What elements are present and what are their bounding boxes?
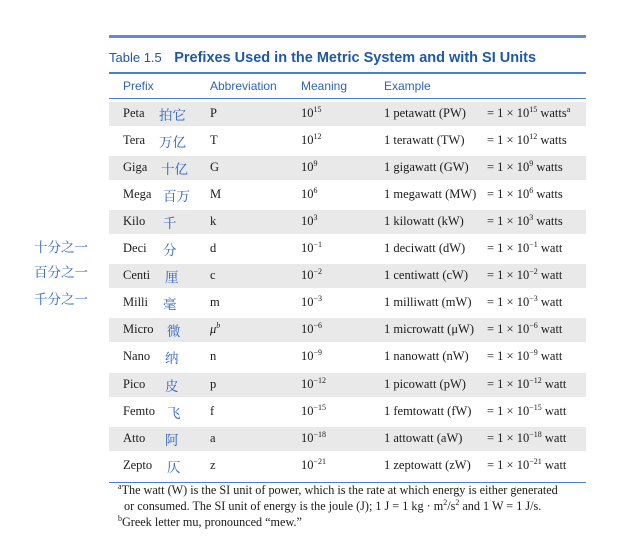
equivalence-unit: watt — [540, 349, 563, 364]
header-prefix: Prefix — [123, 78, 154, 93]
abbreviation-cell — [210, 106, 217, 121]
meaning-base: 10 — [301, 159, 314, 174]
footnote-a-text2-post: and 1 W = 1 J/s. — [459, 499, 542, 513]
example-cell: 1 deciwatt (dW) — [384, 241, 466, 255]
abbreviation-cell — [210, 133, 218, 148]
example-cell: 1 terawatt (TW) — [384, 132, 465, 147]
equivalence-cell — [487, 187, 563, 202]
meaning-cell — [301, 431, 326, 446]
equivalence-exponent: −18 — [529, 429, 542, 439]
table-row — [109, 237, 586, 261]
meaning-exponent: 9 — [313, 158, 318, 168]
footnote-a-line2 — [118, 498, 588, 514]
abbreviation-note: b — [216, 321, 221, 331]
equivalence-unit: watt — [544, 403, 567, 418]
example-cell: 1 milliwatt (mW) — [384, 295, 472, 310]
meaning-exponent: −3 — [313, 294, 323, 304]
meaning-exponent: −2 — [313, 266, 323, 276]
prefix-chinese: 百万 — [163, 188, 190, 204]
equivalence-unit: watt — [544, 430, 567, 445]
meaning-base: 10 — [301, 132, 314, 147]
abbreviation-symbol: z — [210, 457, 216, 472]
equivalence-exponent: 6 — [529, 185, 534, 195]
meaning-base: 10 — [301, 403, 314, 418]
abbreviation-cell — [210, 458, 216, 473]
abbreviation-cell — [210, 431, 216, 446]
equivalence-unit: watts — [536, 159, 563, 174]
abbreviation-cell — [210, 377, 216, 392]
prefix-chinese: 厘 — [165, 270, 179, 286]
footnote-a-text1: The watt (W) is the SI unit of power, which is the rate at which energy is either generated — [121, 483, 558, 497]
meaning-base: 10 — [301, 241, 314, 255]
example-cell: 1 kilowatt (kW) — [384, 213, 464, 228]
abbreviation-symbol: P — [210, 105, 217, 120]
meaning-exponent: 15 — [313, 104, 322, 114]
equivalence-prefix: = 1 × 10 — [487, 403, 530, 418]
equivalence-cell — [487, 241, 562, 256]
meaning-cell — [301, 106, 322, 121]
abbreviation-cell — [210, 322, 220, 337]
table-caption — [109, 38, 586, 72]
meaning-base: 10 — [301, 430, 314, 445]
equivalence-prefix: = 1 × 10 — [487, 241, 530, 255]
table-row — [109, 102, 586, 126]
table-row — [109, 318, 586, 342]
equivalence-prefix: = 1 × 10 — [487, 268, 530, 283]
meaning-cell — [301, 187, 318, 202]
abbreviation-cell — [210, 160, 219, 175]
equivalence-exponent: −3 — [529, 294, 538, 304]
table-row — [109, 156, 586, 180]
prefix-name: Mega — [123, 186, 152, 201]
equivalence-prefix: = 1 × 10 — [487, 105, 530, 120]
abbreviation-symbol: G — [210, 159, 220, 174]
abbreviation-symbol: c — [210, 268, 216, 283]
equivalence-cell — [487, 377, 566, 392]
equivalence-unit: watt — [540, 268, 563, 283]
abbreviation-symbol: p — [210, 376, 217, 391]
prefix-chinese: 分 — [163, 243, 177, 258]
equivalence-exponent: 12 — [529, 131, 538, 141]
prefix-chinese: 十亿 — [161, 161, 188, 177]
abbreviation-cell — [210, 241, 216, 256]
example-cell: 1 gigawatt (GW) — [384, 159, 469, 174]
abbreviation-cell — [210, 214, 216, 229]
prefix-name: Centi — [123, 268, 151, 283]
example-cell: 1 attowatt (aW) — [384, 430, 463, 445]
meaning-base: 10 — [301, 186, 314, 201]
prefix-chinese: 皮 — [165, 378, 179, 394]
equivalence-prefix: = 1 × 10 — [487, 349, 530, 364]
example-cell: 1 microwatt (μW) — [384, 322, 475, 337]
header-abbreviation: Abbreviation — [210, 78, 277, 93]
header-bottom-rule — [109, 98, 586, 99]
equivalence-exponent: −2 — [529, 266, 538, 276]
abbreviation-symbol: a — [210, 430, 216, 445]
equivalence-exponent: 3 — [529, 212, 534, 222]
footnote-a-mark: a — [118, 481, 122, 491]
meaning-exponent: −12 — [313, 375, 327, 385]
equivalence-cell — [487, 133, 567, 148]
side-note-centi: 百分之一 — [34, 265, 88, 281]
meaning-base: 10 — [301, 457, 314, 472]
equivalence-unit: watt — [544, 457, 567, 472]
meaning-cell — [301, 404, 326, 419]
table-row — [109, 427, 586, 451]
header-meaning: Meaning — [301, 78, 348, 93]
equivalence-prefix: = 1 × 10 — [487, 322, 530, 337]
footnote-a-line1 — [118, 482, 588, 498]
footnote-b-mark: b — [118, 513, 122, 523]
prefix-name: Giga — [123, 159, 148, 174]
equivalence-exponent: −21 — [529, 456, 542, 466]
equivalence-cell — [487, 349, 562, 364]
equivalence-prefix: = 1 × 10 — [487, 457, 530, 472]
equivalence-exponent: −12 — [529, 375, 542, 385]
equivalence-note: a — [566, 104, 571, 114]
meaning-cell — [301, 295, 322, 310]
prefix-name: Peta — [123, 105, 145, 120]
table-row — [109, 373, 586, 397]
meaning-cell — [301, 268, 322, 283]
equivalence-prefix: = 1 × 10 — [487, 376, 530, 391]
equivalence-prefix: = 1 × 10 — [487, 186, 530, 201]
prefix-name: Micro — [123, 322, 154, 337]
equivalence-unit: watts — [536, 186, 563, 201]
equivalence-cell — [487, 106, 570, 121]
prefix-chinese: 仄 — [167, 459, 181, 475]
equivalence-cell — [487, 214, 563, 229]
table-row — [109, 400, 586, 424]
table-title: Prefixes Used in the Metric System and with SI Units — [174, 50, 537, 66]
footnote-a-sup1: 2 — [443, 497, 448, 507]
prefix-chinese: 千 — [163, 215, 177, 231]
prefix-name: Zepto — [123, 457, 153, 472]
meaning-exponent: −6 — [313, 321, 323, 331]
equivalence-prefix: = 1 × 10 — [487, 430, 530, 445]
equivalence-exponent: 15 — [529, 104, 538, 114]
equivalence-prefix: = 1 × 10 — [487, 213, 530, 228]
prefix-name: Tera — [123, 132, 146, 147]
prefix-name: Deci — [123, 241, 147, 255]
meaning-base: 10 — [301, 213, 314, 228]
footnote-b-text: Greek letter mu, pronounced “mew.” — [122, 515, 302, 529]
example-cell: 1 petawatt (PW) — [384, 105, 466, 120]
table-row — [109, 291, 586, 315]
meaning-exponent: −1 — [313, 239, 323, 249]
meaning-exponent: 6 — [313, 185, 318, 195]
footnote-b — [118, 514, 588, 530]
prefix-chinese: 纳 — [165, 351, 179, 367]
meaning-cell — [301, 349, 322, 364]
abbreviation-symbol: d — [210, 241, 217, 255]
prefix-name: Pico — [123, 376, 146, 391]
meaning-base: 10 — [301, 322, 314, 337]
example-cell: 1 picowatt (pW) — [384, 376, 466, 391]
abbreviation-symbol: μ — [210, 322, 217, 337]
prefix-name: Milli — [123, 295, 149, 310]
meaning-exponent: −9 — [313, 348, 323, 358]
table-row — [109, 183, 586, 207]
equivalence-exponent: −15 — [529, 402, 542, 412]
table-row — [109, 264, 586, 288]
meaning-cell — [301, 241, 322, 256]
footnotes — [118, 482, 588, 530]
equivalence-exponent: −6 — [529, 321, 538, 331]
footnote-a-text2-mid: /s — [447, 499, 456, 513]
abbreviation-cell — [210, 295, 220, 310]
abbreviation-cell — [210, 404, 214, 419]
example-cell: 1 centiwatt (cW) — [384, 268, 468, 283]
meaning-base: 10 — [301, 376, 314, 391]
equivalence-cell — [487, 322, 562, 337]
footnote-a-sup2: 2 — [455, 497, 460, 507]
abbreviation-cell — [210, 268, 216, 283]
meaning-base: 10 — [301, 105, 314, 120]
example-cell: 1 megawatt (MW) — [384, 186, 477, 201]
prefix-chinese: 微 — [167, 324, 181, 340]
meaning-cell — [301, 133, 322, 148]
abbreviation-symbol: m — [210, 295, 220, 310]
equivalence-exponent: −1 — [529, 239, 538, 249]
abbreviation-symbol: n — [210, 349, 217, 364]
meaning-exponent: 12 — [313, 131, 322, 141]
equivalence-unit: watt — [540, 241, 563, 255]
prefix-chinese: 毫 — [163, 297, 177, 313]
meaning-base: 10 — [301, 349, 314, 364]
prefix-name: Nano — [123, 349, 151, 364]
equivalence-prefix: = 1 × 10 — [487, 132, 530, 147]
table-row — [109, 129, 586, 153]
equivalence-exponent: −9 — [529, 348, 538, 358]
meaning-exponent: −21 — [313, 456, 327, 466]
equivalence-unit: watts — [536, 213, 563, 228]
equivalence-unit: watts — [540, 132, 567, 147]
header-row — [109, 74, 586, 98]
meaning-base: 10 — [301, 268, 314, 283]
abbreviation-symbol: f — [210, 403, 215, 418]
equivalence-cell — [487, 458, 566, 473]
abbreviation-symbol: k — [210, 213, 217, 228]
abbreviation-symbol: M — [210, 186, 222, 201]
equivalence-cell — [487, 160, 563, 175]
header-example: Example — [384, 78, 431, 93]
meaning-base: 10 — [301, 295, 314, 310]
abbreviation-cell — [210, 187, 221, 202]
prefix-name: Kilo — [123, 213, 146, 228]
meaning-cell — [301, 160, 318, 175]
meaning-exponent: 3 — [313, 212, 318, 222]
equivalence-prefix: = 1 × 10 — [487, 295, 530, 310]
equivalence-exponent: 9 — [529, 158, 534, 168]
example-cell: 1 nanowatt (nW) — [384, 349, 469, 364]
example-cell: 1 zeptowatt (zW) — [384, 457, 471, 472]
meaning-exponent: −15 — [313, 402, 327, 412]
prefix-chinese: 阿 — [165, 432, 179, 448]
equivalence-cell — [487, 295, 562, 310]
meaning-cell — [301, 458, 326, 473]
prefix-chinese: 拍它 — [159, 107, 186, 123]
abbreviation-cell — [210, 349, 216, 364]
prefix-name: Femto — [123, 403, 155, 418]
meaning-cell — [301, 214, 318, 229]
meaning-cell — [301, 322, 322, 337]
abbreviation-symbol: T — [210, 132, 218, 147]
equivalence-unit: watt — [540, 295, 563, 310]
equivalence-cell — [487, 431, 566, 446]
prefix-name: Atto — [123, 430, 146, 445]
equivalence-cell — [487, 268, 562, 283]
meaning-exponent: −18 — [313, 429, 327, 439]
table-row — [109, 454, 586, 478]
meaning-cell — [301, 377, 326, 392]
equivalence-unit: watt — [544, 376, 567, 391]
equivalence-prefix: = 1 × 10 — [487, 159, 530, 174]
equivalence-unit: watt — [540, 322, 563, 337]
equivalence-unit: watts — [540, 105, 567, 120]
example-cell: 1 femtowatt (fW) — [384, 403, 472, 418]
prefix-chinese: 万亿 — [159, 134, 186, 150]
side-note-milli: 千分之一 — [34, 292, 88, 308]
table-row — [109, 210, 586, 234]
table-number: Table 1.5 — [109, 50, 162, 65]
table-row — [109, 345, 586, 369]
side-note-deci: 十分之一 — [34, 240, 88, 256]
equivalence-cell — [487, 404, 566, 419]
prefix-chinese: 飞 — [167, 405, 181, 421]
footnote-a-text2-pre: or consumed. The SI unit of energy is the joule (J); 1 J = 1 kg · m — [124, 499, 444, 513]
